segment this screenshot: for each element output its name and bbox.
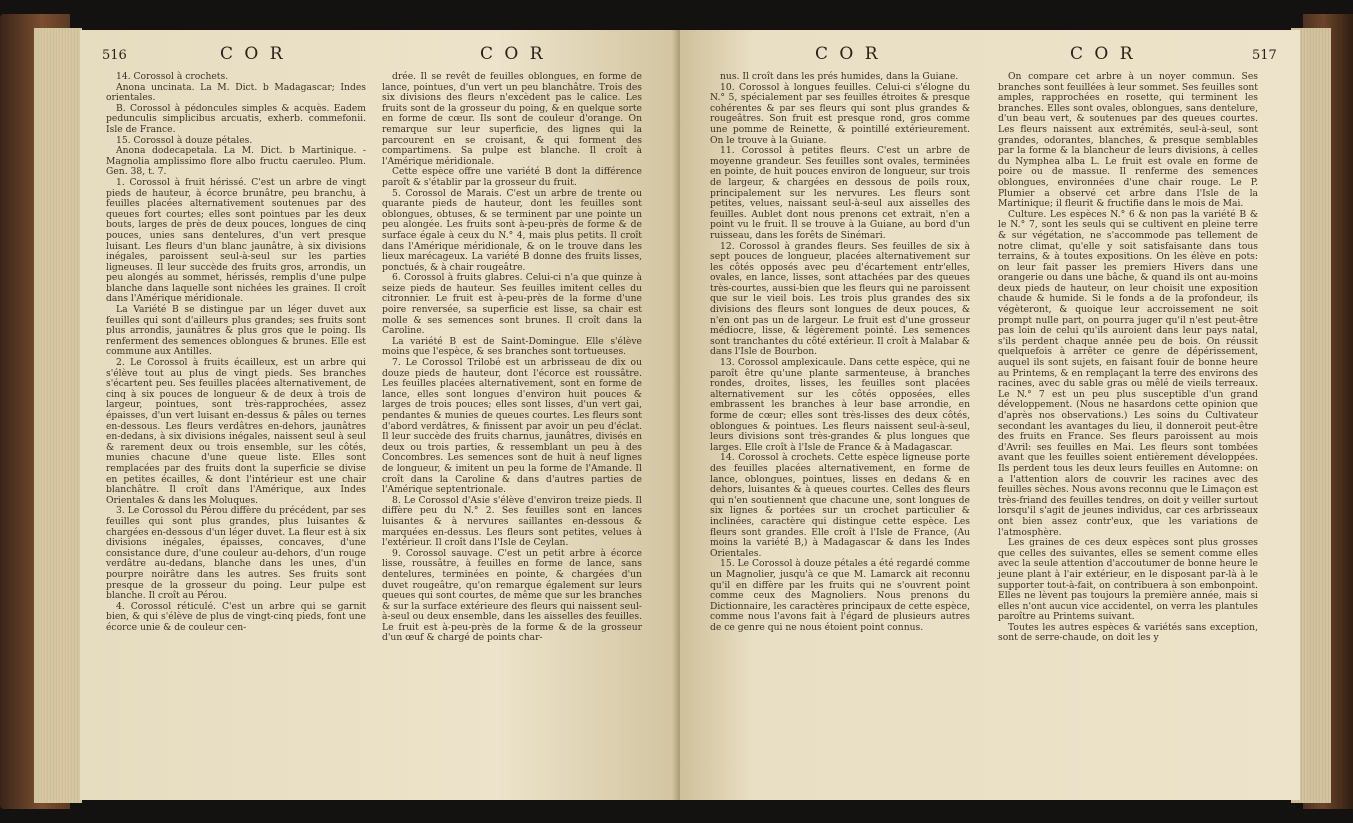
page-number: 517 xyxy=(1252,48,1277,63)
running-header: C O R xyxy=(480,44,546,64)
paragraph: 7. Le Corossol Trilobé est un arbrisseau de dix ou douze pieds de hauteur, dont l'écorce est roussâtre. Les feuilles placées alternativement, sont en forme de lance, elles sont longues d'environ huit pouces & larges de trois pouces; elles sont lisses, d'un vert gai, pendantes & munies de queues courtes. Les fleurs sont d'abord verdâtres, & finissent par avoir un peu d'éclat. Il leur succède des fruits charnus, jaunâtres, divisés en deux ou trois parties, & ressemblant un peu à des Concombres. Les semences sont de huit à neuf lignes de longueur, & imitent un peu la forme de l'Amande. Il croît dans la Caroline & dans d'autres parties de l'Amérique septentrionale. xyxy=(382,357,642,496)
left-page xyxy=(80,30,680,800)
paragraph: nus. Il croît dans les prés humides, dans la Guiane. xyxy=(720,71,959,82)
paragraph: 15. Le Corossol à douze pétales a été regardé comme un Magnolier, jusqu'à ce que M. Lamarck ait reconnu qu'il en diffère par les fruits qui ne s'ouvrent point comme ceux des Magnoliers. Nous prenons du Dictionnaire, les caractères principaux de cette espèce, comme nous l'avons fait à l'égard de plusieurs autres de ce genre qui ne nous étoient point connus. xyxy=(710,558,970,633)
paragraph: 14. Corossol à crochets. xyxy=(116,71,229,82)
paragraph: 1. Corossol à fruit hérissé. C'est un arbre de vingt pieds de hauteur, à écorce brunâtre, peu branchu, à feuilles placées alternativement soutenues par des queues fort courtes; elles sont pointues par les deux bouts, larges de près de deux pouces, longues de cinq pouces, unies sans dentelures, d'un vert presque luisant. Les fleurs d'un blanc jaunâtre, à six divisions inégales, paroissent seul-à-seul sur les parties ligneuses. Il leur succède des fruits gros, arrondis, un peu alongés au sommet, hérissés, remplis d'une pulpe blanche dans laquelle sont nichées les graines. Il croît dans l'Amérique méridionale. xyxy=(106,176,366,305)
paragraph: 11. Corossol à petites fleurs. C'est un arbre de moyenne grandeur. Ses feuilles sont ovales, terminées en pointe, de huit pouces environ de longueur, sur trois de largeur, & chargées en dessous de poils roux, principalement sur les nervures. Les fleurs sont petites, velues, naissant seul-à-seul aux aisselles des feuilles. Aublet dont nous prenons cet extrait, n'en a point vu le fruit. Il se trouve à la Guiane, au bord d'un ruisseau, dans les forêts de Sinémari. xyxy=(710,145,970,241)
text-column xyxy=(710,72,970,633)
paragraph: 14. Corossol à crochets. Cette espèce ligneuse porte des feuilles placées alternativement, en forme de lance, oblongues, pointues, lisses en dedans & en dehors, luisantes & à queues courtes. Celles des fleurs qui n'en soutiennent que chacune une, sont longues de six lignes & portées sur un crochet particulier & inclinées, caractère qui distingue cette espèce. Les fleurs sont grandes. Elle croît à l'Isle de France, (Au moins la variété B,) à Madagascar & dans les Indes Orientales. xyxy=(710,452,970,559)
running-header: C O R xyxy=(220,44,286,64)
paragraph: Anona uncinata. La M. Dict. b Madagascar; Indes orientales. xyxy=(106,81,366,104)
text-column xyxy=(998,72,1258,644)
text-column xyxy=(106,72,366,633)
paragraph: 3. Le Corossol du Pérou diffère du précédent, par ses feuilles qui sont plus grandes, plus luisantes & chargées en-dessous d'un léger duvet. La fleur est à six divisions inégales, épaisses, concaves, d'une consistance dure, d'une couleur au-dehors, d'un rouge verdâtre au-dedans, blanche dans les unes, d'un pourpre noirâtre dans les autres. Ses fruits sont presque de la grosseur du poing. Leur pulpe est blanche. Il croît au Pérou. xyxy=(106,505,366,602)
paragraph: Culture. Les espèces N.° 6 & non pas la variété B & le N.° 7, sont les seuls qui se cultivent en pleine terre & sur végétation, ne s'accommode pas tellement de notre climat, qu'elle y soit satisfaisante dans tous terrains, & à toutes expositions. On les élève en pots: on leur fait passer les premiers Hivers dans une orangerie ou dans une bâche, & quand ils ont au-moins deux pieds de hauteur, on leur choisit une exposition chaude & humide. Si le fonds a de la profondeur, ils végèteront, & quoique leur accroissement ne soit prompt nulle part, on pourra juger qu'il n'est peut-être pas loin de celui qu'ils auroient dans leur pays natal, s'ils perdent chaque année peu de bois. On réussit quelquefois à arrêter ce genre de dépérissement, auquel ils sont sujets, en faisant fouir de bonne heure au Printems, & en remplaçant la terre des environs des racines, avec du sable gras ou mêlé de vieils terreaux. Le N.° 7 est un peu plus susceptible d'un grand développement. (Nous ne hasardons cette opinion que d'après nos observations.) Les soins du Cultivateur secondant les avantages du lieu, il donneroit peut-être des fruits en France. Ses fleurs paroissent au mois d'Avril: ses feuilles en Mai. Les fleurs sont tombées avant que les feuilles soient entièrement développées. Ils perdent tous les deux leurs feuilles en Automne: on a l'attention alors de couvrir les racines avec des feuilles sèches. Nous avons reconnu que le Limaçon est très-friand des feuilles tendres, on doit y veiller surtout lorsqu'il s'agit de jeunes individus, car ces arbrisseaux ont bien assez contr'eux, que les variations de l'atmosphère. xyxy=(998,208,1258,538)
paragraph: La variété B est de Saint-Domingue. Elle s'élève moins que l'espèce, & ses branches sont tortueuses. xyxy=(382,335,642,358)
paragraph: Anona dodecapetala. La M. Dict. b Martinique. - Magnolia amplissimo flore albo fructu caeruleo. Plum. Gen. 38, t. 7. xyxy=(106,145,366,178)
paragraph: 5. Corossol de Marais. C'est un arbre de trente ou quarante pieds de hauteur, dont les feuilles sont oblongues, obtuses, & se terminent par une pointe un peu alongée. Les fruits sont à-peu-près de forme & de surface égale à ceux du N.° 4, mais plus petits. Il croît dans l'Amérique méridionale, & on le trouve dans les lieux marécageux. La variété B donne des fruits lisses, ponctués, & à chair rougeâtre. xyxy=(382,187,642,273)
paragraph: B. Corossol à pédoncules simples & acquès. Eadem pedunculis simplicibus arcuatis, exherb. commefonii. Isle de France. xyxy=(106,102,366,135)
paragraph: Toutes les autres espèces & variétés sans exception, sont de serre-chaude, on doit les y xyxy=(998,621,1258,644)
paragraph: On compare cet arbre à un noyer commun. Ses branches sont feuillées à leur sommet. Ses feuilles sont amples, rapprochées en rosette, qui terminent les branches. Elles sont ovales, oblongues, sans dentelure, d'un beau vert, & soutenues par des queues courtes. Les fleurs naissent aux extrémités, seul-à-seul, sont grandes, odorantes, blanches, & presque semblables par la forme & la blancheur de leurs divisions, à celles du Nymphea alba L. Le fruit est ovale en forme de poire ou de massue. Il renferme des semences oblongues, environnées d'une chair rouge. Le P. Plumier a observé cet arbre dans l'Isle de la Martinique; il fleurit & fructifie dans le mois de Mai. xyxy=(998,71,1258,210)
paragraph: Les graines de ces deux espèces sont plus grosses que celles des suivantes, elles se sement comme elles avec la seule attention d'accoutumer de bonne heure le jeune plant à l'air extérieur, en le disposant par-là à le supporter tout-à-fait, on contribuera à son embonpoint. Elles ne lèvent pas toujours la première année, mais si elles n'ont aucun vice accidentel, on verra les plantules paroître au Printems suivant. xyxy=(998,537,1258,623)
page-edges-left xyxy=(34,28,82,803)
paragraph: drée. Il se revêt de feuilles oblongues, en forme de lance, pointues, d'un vert un peu blanchâtre. Trois des six divisions des fleurs n'excèdent pas le calice. Les fruits sont de la grosseur du poing, & en quelque sorte en forme de cœur. Ils sont de couleur d'orange. On remarque sur leur superficie, des lignes qui la parcourent en se croisant, & qui forment des compartimens. Sa pulpe est blanche. Il croît à l'Amérique méridionale. xyxy=(382,71,642,167)
right-page xyxy=(680,30,1300,800)
paragraph: 2. Le Corossol à fruits écailleux, est un arbre qui s'élève tout au plus de vingt pieds. Ses branches s'écartent peu. Ses feuilles placées alternativement, de cinq à six pouces de longueur & de deux à trois de largeur, pointues, sont très-rapprochées, assez épaisses, d'un vert luisant en-dessus & pâles ou ternes en-dessous. Les fleurs verdâtres en-dehors, jaunâtres en-dedans, à six divisions inégales, naissent seul à seul & rarement deux ou trois ensemble, sur les côtés, munies chacune d'une queue liste. Elles sont remplacées par des fruits dont la superficie se divise en petites écailles, & dont l'intérieur est une chair blanchâtre. Il croît dans l'Amérique, aux Indes Orientales & dans les Moluques. xyxy=(106,357,366,506)
page-number: 516 xyxy=(102,48,127,63)
running-header: C O R xyxy=(815,44,881,64)
paragraph: 4. Corossol réticulé. C'est un arbre qui se garnit bien, & qui s'élève de plus de vingt-cinq pieds, font une écorce unie & de couleur cen- xyxy=(106,600,366,633)
paragraph: La Variété B se distingue par un léger duvet aux feuilles qui sont d'ailleurs plus grandes; ses fruits sont plus arrondis, jaunâtres & plus gros que le poing. Ils renferment des semences oblongues & brunes. Elle est commune aux Antilles. xyxy=(106,304,366,358)
paragraph: 8. Le Corossol d'Asie s'élève d'environ treize pieds. Il diffère peu du N.° 2. Ses feuilles sont en lances luisantes & à nervures saillantes en-dessous & marquées en-dessus. Les fleurs sont petites, velues à l'extérieur. Il croît dans l'Isle de Ceylan. xyxy=(382,494,642,549)
paragraph: 13. Corossol amplexicaule. Dans cette espèce, qui ne paroît être qu'une plante sarmenteuse, à branches rondes, droites, lisses, les feuilles sont placées alternativement sur les côtés opposées, elles embrassent les branches à leur base arrondie, en forme de cœur; elles sont très-lisses des deux côtés, oblongues & pointues. Les fleurs naissent seul-à-seul, leurs divisions sont très-grandes & plus longues que larges. Elle croît à l'Isle de France & à Madagascar. xyxy=(710,357,970,453)
paragraph: 10. Corossol à longues feuilles. Celui-ci s'élogne du N.° 5, spécialement par ses feuilles étroites & presque cohérentes & par ses fleurs qui sont plus grandes & rougeâtres. Son fruit est presque rond, gros comme une pomme de Reinette, & pointillé extérieurement. On le trouve à la Guiane. xyxy=(710,81,970,146)
paragraph: 6. Corossol à fruits glabres. Celui-ci n'a que quinze à seize pieds de hauteur. Ses feuilles imitent celles du citronnier. Le fruit est à-peu-près de la forme d'une poire renversée, sa superficie est lisse, sa chair est molle & ses semences sont brunes. Il croît dans la Caroline. xyxy=(382,272,642,337)
paragraph: 12. Corossol à grandes fleurs. Ses feuilles de six à sept pouces de longueur, placées alternativement sur les côtés opposés avec peu d'écartement entr'elles, ovales, en lance, lisses, sont attachées par des queues très-courtes, aussi-bien que les fleurs qui ne paroissent que sur le vieil bois. Les trois plus grandes des six divisions des fleurs sont longues de deux pouces, & n'en ont pas un de largeur. Le fruit est d'une grosseur médiocre, lisse, & légèrement pointé. Les semences sont tranchantes du côté extérieur. Il croît à Malabar & dans l'Isle de Bourbon. xyxy=(710,240,970,358)
paragraph: 9. Corossol sauvage. C'est un petit arbre à écorce lisse, roussâtre, à feuilles en forme de lance, sans dentelures, terminées en pointe, & chargées d'un duvet rougeâtre, qu'on remarque également sur leurs queues qui sont courtes, de même que sur les branches & sur la surface extérieure des fleurs qui naissent seul-à-seul ou deux ensemble, dans les aisselles des feuilles. Le fruit est à-peu-près de la forme & de la grosseur d'un œuf & chargé de points char- xyxy=(382,547,642,644)
running-header: C O R xyxy=(1070,44,1136,64)
paragraph: Cette espèce offre une variété B dont la différence paroît & s'établir par la grosseur du fruit. xyxy=(382,166,642,188)
text-column xyxy=(382,72,642,644)
paragraph: 15. Corossol à douze pétales. xyxy=(116,134,253,146)
